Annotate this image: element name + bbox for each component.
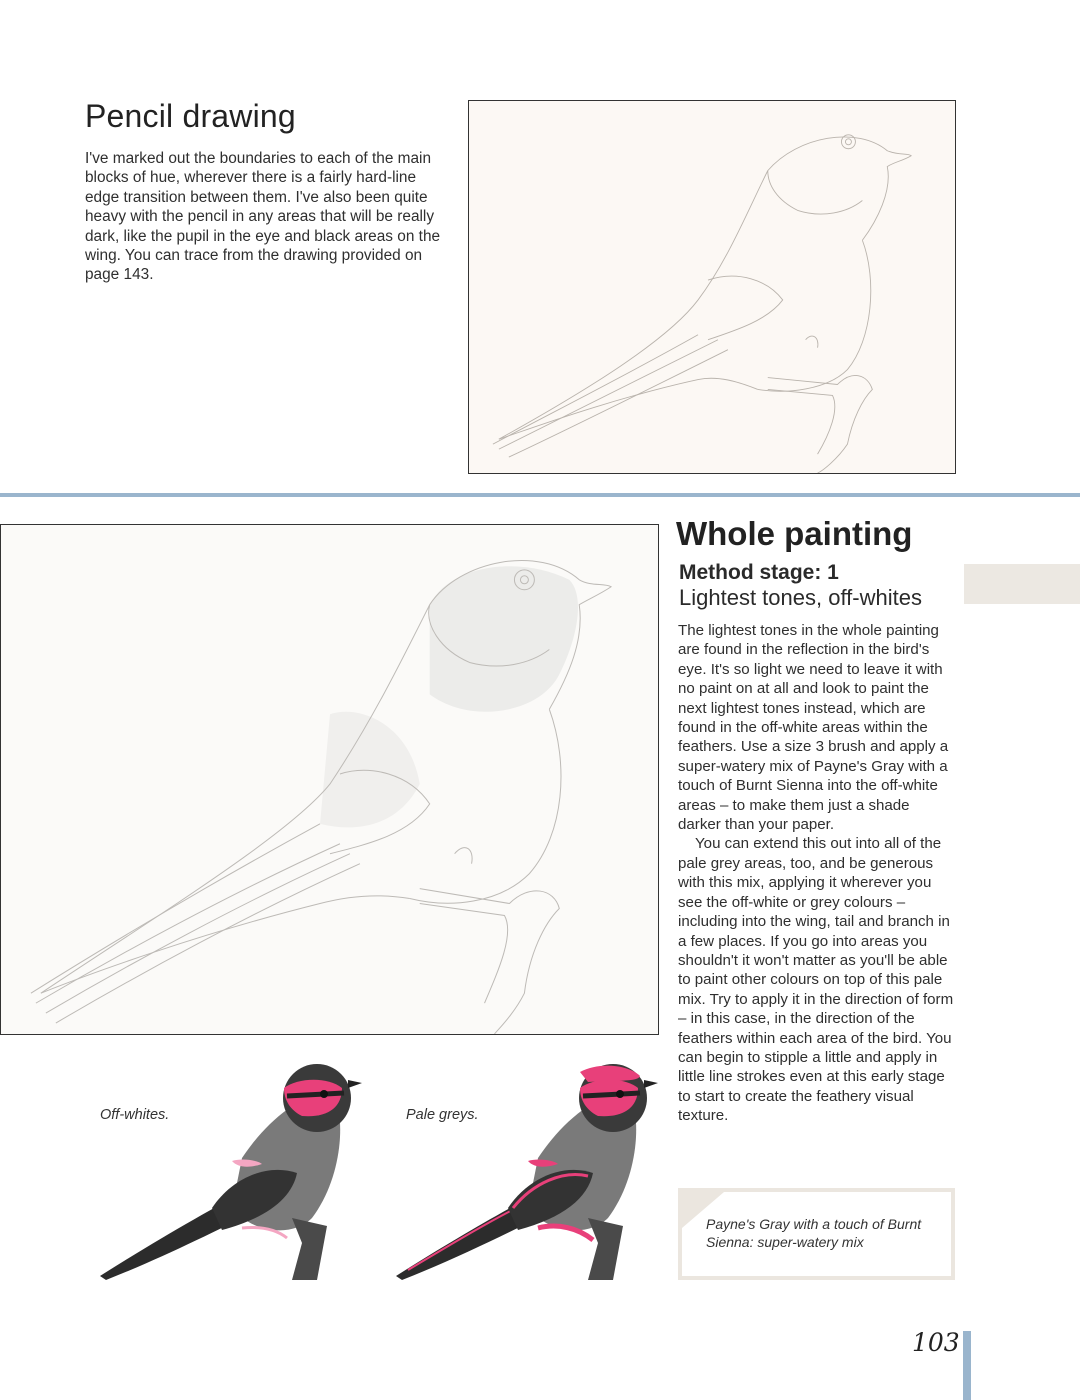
off-whites-bird-image xyxy=(92,1058,362,1280)
pencil-drawing-body: I've marked out the boundaries to each of the main blocks of hue, wherever there is a fairly hard-line edge transition between them. I've also been quite heavy with the pencil in any areas that will be really dark, like the pupil in the eye and black areas on the wing. You can trace from the drawing provided on page 143. xyxy=(85,150,441,284)
pencil-sketch-image xyxy=(468,100,956,474)
caption-pale-greys: Pale greys. xyxy=(406,1107,479,1123)
side-tab-marker xyxy=(964,564,1080,604)
body-paragraph-2: You can extend this out into all of the pale grey areas, too, and be generous with this mix, applying it wherever you see the off-white or grey colours – including into the wing, tail and branch in a few places. If you go into areas you shouldn't it won't matter as you'll be able to paint other colours on top of this pale mix. Try to apply it in the direction of form – in this case, in the direction of the feathers within each area of the bird. You can begin to stipple a little and apply in little line strokes even at this early stage to start to create the feathery visual texture. xyxy=(678,835,954,1125)
whole-painting-body xyxy=(678,621,956,1126)
page-number-bar xyxy=(963,1331,971,1400)
body-paragraph-1: The lightest tones in the whole painting are found in the reflection in the bird's eye. It's so light we need to leave it with no paint on at all and look to paint the next lightest tones instead, which are found in the off-white areas within the feathers. Use a size 3 brush and apply a super-watery mix of Payne's Gray with a touch of Burnt Sienna into the off-white areas – to make them just a shade darker than your paper. xyxy=(678,622,949,834)
section-title-whole-painting: Whole painting xyxy=(676,515,913,552)
colour-mix-note-text: Payne's Gray with a touch of Burnt Sienna: super-watery mix xyxy=(706,1216,922,1250)
method-stage-subtitle: Lightest tones, off-whites xyxy=(679,585,922,610)
pale-greys-bird-image xyxy=(388,1058,658,1280)
section-title-pencil-drawing: Pencil drawing xyxy=(85,98,296,134)
section-divider xyxy=(0,493,1080,497)
page-number: 103 xyxy=(912,1328,960,1357)
whole-painting-stage1-image xyxy=(0,524,659,1035)
caption-off-whites: Off-whites. xyxy=(100,1107,170,1123)
method-stage-label: Method stage: 1 xyxy=(679,561,839,584)
